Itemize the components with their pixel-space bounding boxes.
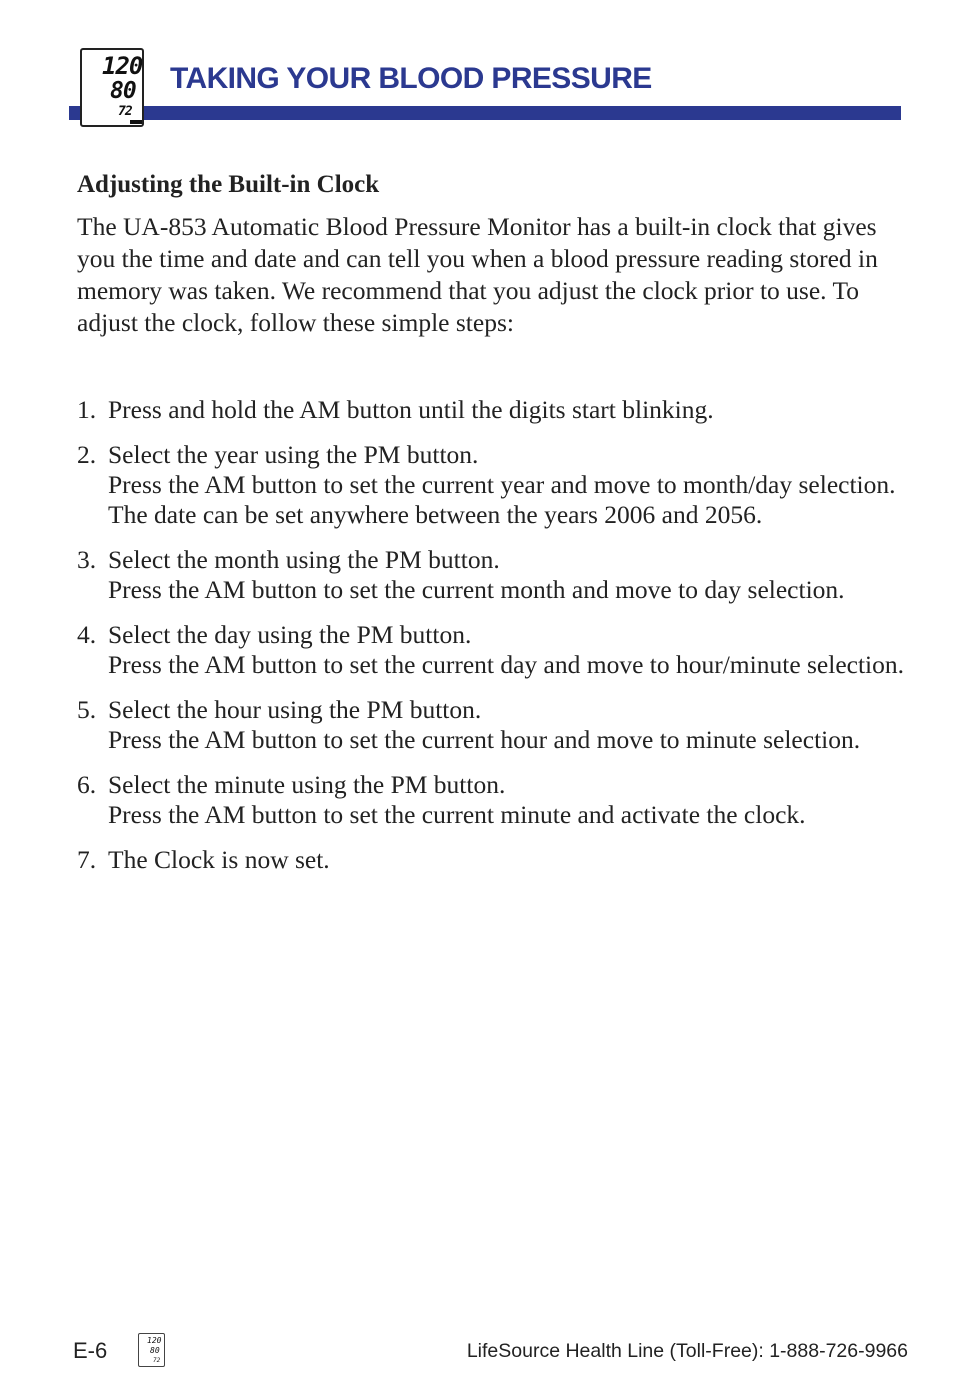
section-title: Adjusting the Built-in Clock	[77, 171, 380, 198]
step-text: Select the day using the PM button.	[108, 620, 472, 649]
step-text: Press the AM button to set the current hour and move to minute selection.	[108, 725, 861, 754]
lcd-diastolic: 80	[150, 1346, 160, 1355]
list-item	[77, 620, 907, 680]
step-text: Select the hour using the PM button.	[108, 695, 482, 724]
helpline-text: LifeSource Health Line (Toll-Free): 1-888-726-9966	[466, 1340, 908, 1362]
list-item	[77, 545, 907, 605]
step-text: Press and hold the AM button until the digits start blinking.	[108, 395, 714, 424]
lcd-systolic: 120	[147, 1336, 162, 1345]
lcd-pulse: 72	[153, 1357, 161, 1364]
step-number: 3.	[77, 545, 97, 574]
page-title: TAKING YOUR BLOOD PRESSURE	[170, 62, 652, 95]
steps-list	[77, 395, 907, 890]
step-text: Select the year using the PM button.	[108, 440, 479, 469]
bp-monitor-display-icon	[138, 1333, 165, 1367]
list-item	[77, 695, 907, 755]
intro-paragraph: The UA-853 Automatic Blood Pressure Monitor has a built-in clock that gives you the time and date and can tell you when a blood pressure reading stored in memory was taken. We recommend that you adjust the clock prior to use. To adjust the clock, follow these simple steps:	[77, 212, 878, 337]
list-item	[77, 845, 907, 875]
step-number: 5.	[77, 695, 97, 724]
step-number: 1.	[77, 395, 97, 424]
battery-indicator	[130, 120, 142, 124]
step-number: 4.	[77, 620, 97, 649]
list-item	[77, 440, 907, 530]
bp-monitor-display-icon	[80, 48, 144, 127]
page-number: E-6	[73, 1338, 108, 1363]
step-text: Press the AM button to set the current year and move to month/day selection. The date can be set anywhere between the years 2006 and 2056.	[108, 470, 896, 529]
step-number: 6.	[77, 770, 97, 799]
list-item	[77, 770, 907, 830]
step-number: 7.	[77, 845, 97, 874]
header-bar	[69, 106, 901, 120]
step-number: 2.	[77, 440, 97, 469]
list-item	[77, 395, 907, 425]
lcd-pulse: 72	[118, 104, 132, 119]
step-text: Press the AM button to set the current minute and activate the clock.	[108, 800, 806, 829]
lcd-systolic: 120	[102, 52, 143, 80]
step-text: Press the AM button to set the current day and move to hour/minute selection.	[108, 650, 905, 679]
lcd-diastolic: 80	[110, 78, 136, 104]
step-text: The Clock is now set.	[108, 845, 330, 874]
step-text: Press the AM button to set the current month and move to day selection.	[108, 575, 845, 604]
step-text: Select the month using the PM button.	[108, 545, 500, 574]
step-text: Select the minute using the PM button.	[108, 770, 506, 799]
